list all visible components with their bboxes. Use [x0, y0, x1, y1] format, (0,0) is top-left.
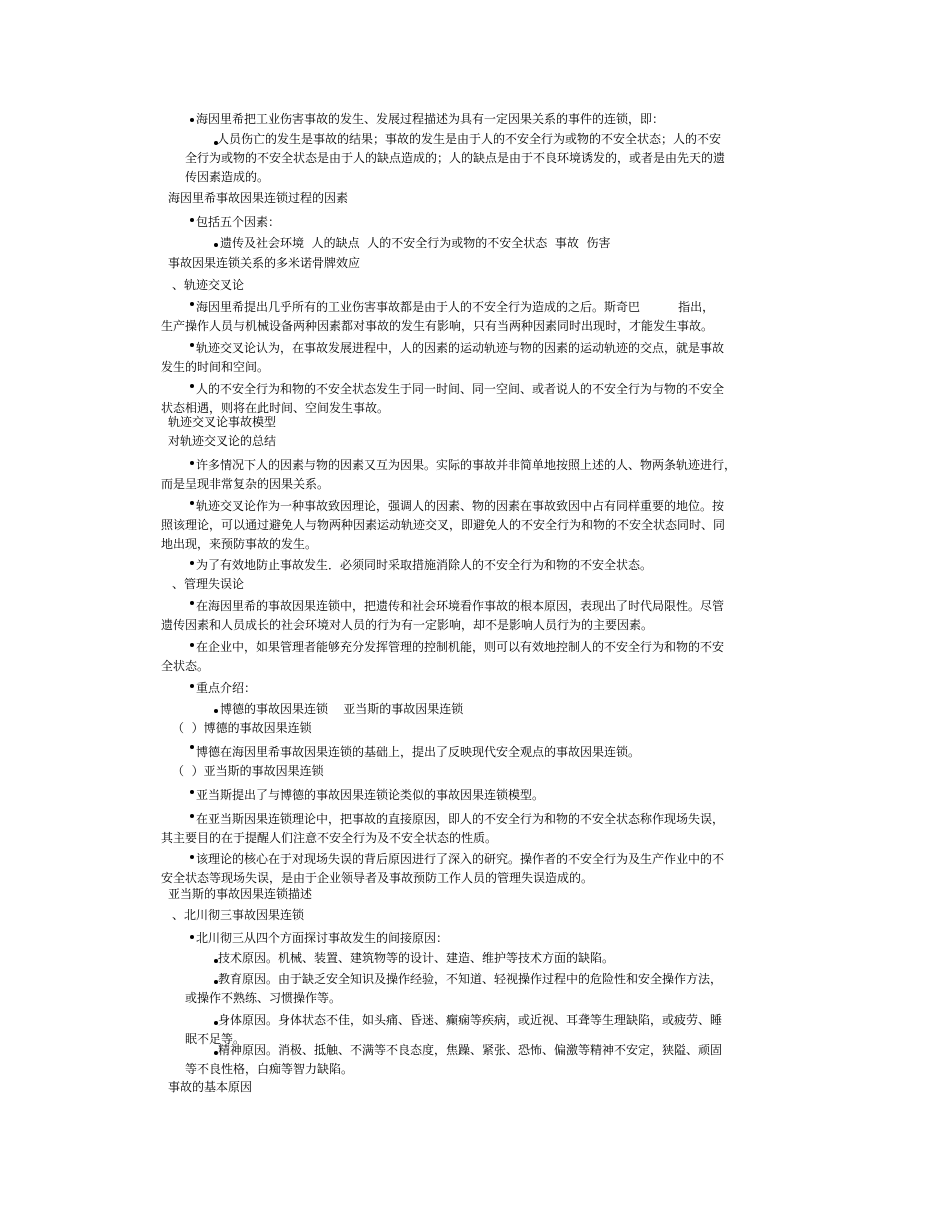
- bullet-text-line: 遗传及社会环境 人的缺点 人的不安全行为或物的不安全状态 事故 伤害: [220, 236, 611, 250]
- bullet-text-line: 包括五个因素：: [196, 215, 281, 229]
- bullet-icon: [190, 601, 194, 605]
- bullet-text-line: 轨迹交叉论作为一种事故致因理论，强调人的因素、物的因素在事故致因中占有同样重要的地位。按: [196, 499, 725, 513]
- bullet-text-line: 海因里希提出几乎所有的工业伤害事故都是由于人的不安全行为造成的之后。斯奇巴 指出，: [196, 300, 715, 314]
- heading-line: （ ）亚当斯的事故因果连锁: [172, 764, 324, 778]
- heading-line: 、轨迹交叉论: [172, 278, 245, 292]
- bullet-text-line: 为了有效地防止事故发生．必须同时采取措施消除人的不安全行为和物的不安全状态。: [196, 558, 653, 572]
- bullet-icon: [190, 501, 194, 505]
- bullet-text-line: 技术原因。机械、装置、建筑物等的设计、建造、维护等技术方面的缺陷。: [218, 951, 615, 965]
- bullet-text-line: 教育原因。由于缺乏安全知识及操作经验，不知道、轻视操作过程中的危险性和安全操作方法，: [218, 972, 723, 986]
- bullet-text-line: 北川彻三从四个方面探讨事故发生的间接原因：: [196, 931, 449, 945]
- bullet-icon: [190, 118, 194, 122]
- bullet-text-line: 人员伤亡的发生是事故的结果；事故的发生是由于人的不安全行为或物的不安全状态；人的不安: [217, 132, 722, 146]
- bullet-text-line: 全状态。: [161, 659, 210, 673]
- bullet-icon: [190, 790, 194, 794]
- heading-line: 事故因果连锁关系的多米诺骨牌效应: [168, 256, 361, 270]
- bullet-text-line: 安全状态等现场失误，是由于企业领导者及事故预防工作人员的管理失误造成的。: [161, 871, 594, 885]
- heading-line: 亚当斯的事故因果连锁描述: [168, 887, 313, 901]
- heading-line: 事故的基本原因: [168, 1080, 253, 1094]
- bullet-text-line: 传因素造成的。: [185, 170, 270, 184]
- bullet-icon: [190, 814, 194, 818]
- bullet-text-line: 轨迹交叉论认为，在事故发展进程中，人的因素的运动轨迹与物的因素的运动轨迹的交点，就是事故: [196, 341, 725, 355]
- bullet-icon: [214, 709, 218, 713]
- bullet-icon: [190, 218, 194, 222]
- heading-line: 、管理失误论: [172, 577, 245, 591]
- bullet-text-line: 该理论的核心在于对现场失误的背后原因进行了深入的研究。操作者的不安全行为及生产作业中的不: [196, 852, 725, 866]
- bullet-text-line: 博德在海因里希事故因果连锁的基础上，提出了反映现代安全观点的事故因果连锁。: [196, 745, 641, 759]
- bullet-icon: [190, 935, 194, 939]
- heading-line: 、北川彻三事故因果连锁: [172, 908, 305, 922]
- bullet-text-line: 在海因里希的事故因果连锁中，把遗传和社会环境看作事故的根本原因，表现出了时代局限性。尽管: [196, 599, 725, 613]
- bullet-icon: [190, 384, 194, 388]
- bullet-text-line: 重点介绍：: [196, 681, 257, 695]
- bullet-text-line: 海因里希把工业伤害事故的发生、发展过程描述为具有一定因果关系的事件的连锁，即：: [196, 112, 665, 126]
- bullet-text-line: 其主要目的在于提醒人们注意不安全行为及不安全状态的性质。: [161, 831, 498, 845]
- heading-line: 轨迹交叉论事故模型: [168, 415, 277, 429]
- heading-line: （ ）博德的事故因果连锁: [172, 721, 312, 735]
- bullet-text-line: 地出现，来预防事故的发生。: [161, 537, 318, 551]
- bullet-icon: [190, 461, 194, 465]
- bullet-text-line: 等不良性格，白痴等智力缺陷。: [185, 1062, 354, 1076]
- bullet-text-line: 照该理论，可以通过避免人与物两种因素运动轨迹交叉，即避免人的不安全行为和物的不安全状态同时、同: [161, 518, 726, 532]
- bullet-icon: [190, 643, 194, 647]
- bullet-text-line: 许多情况下人的因素与物的因素又互为因果。实际的事故并非简单地按照上述的人、物两条轨迹进行，: [196, 458, 737, 472]
- bullet-text-line: 精神原因。消极、抵触、不满等不良态度，焦躁、紧张、恐怖、偏激等精神不安定，狭隘、顽固: [218, 1043, 723, 1057]
- bullet-icon: [190, 302, 194, 306]
- bullet-text-line: 状态相遇，则将在此时间、空间发生事故。: [161, 401, 390, 415]
- bullet-icon: [214, 243, 218, 247]
- bullet-icon: [190, 343, 194, 347]
- bullet-text-line: 遗传因素和人员成长的社会环境对人员的行为有一定影响，却不是影响人员行为的主要因素。: [161, 618, 654, 632]
- bullet-text-line: 身体原因。身体状态不佳，如头痛、昏迷、癫痫等疾病，或近视、耳聋等生理缺陷，或疲劳、睡: [218, 1013, 723, 1027]
- heading-line: 海因里希事故因果连锁过程的因素: [168, 191, 349, 205]
- bullet-text-line: 或操作不熟练、习惯操作等。: [185, 991, 342, 1005]
- bullet-text-line: 人的不安全行为和物的不安全状态发生于同一时间、同一空间、或者说人的不安全行为与物的不安全: [196, 382, 725, 396]
- heading-line: 对轨迹交叉论的总结: [168, 434, 277, 448]
- bullet-icon: [190, 561, 194, 565]
- bullet-text-line: 眠不足等。: [185, 1032, 246, 1046]
- bullet-text-line: 在企业中，如果管理者能够充分发挥管理的控制机能，则可以有效地控制人的不安全行为和物的不安: [196, 640, 725, 654]
- bullet-icon: [190, 855, 194, 859]
- bullet-text-line: 全行为或物的不安全状态是由于人的缺点造成的；人的缺点是由于不良环境诱发的，或者是由先天的遗: [185, 151, 726, 165]
- bullet-text-line: 在亚当斯因果连锁理论中，把事故的直接原因，即人的不安全行为和物的不安全状态称作现场失误，: [196, 812, 725, 826]
- bullet-text-line: 发生的时间和空间。: [161, 360, 270, 374]
- bullet-icon: [190, 684, 194, 688]
- bullet-text-line: 而是呈现非常复杂的因果关系。: [161, 477, 330, 491]
- bullet-icon: [190, 745, 194, 749]
- bullet-text-line: 博德的事故因果连锁 亚当斯的事故因果连锁: [220, 702, 464, 716]
- bullet-text-line: 亚当斯提出了与博德的事故因果连锁论类似的事故因果连锁模型。: [196, 788, 545, 802]
- bullet-text-line: 生产操作人员与机械设备两种因素都对事故的发生有影响，只有当两种因素同时出现时，才能发生事故。: [161, 319, 714, 333]
